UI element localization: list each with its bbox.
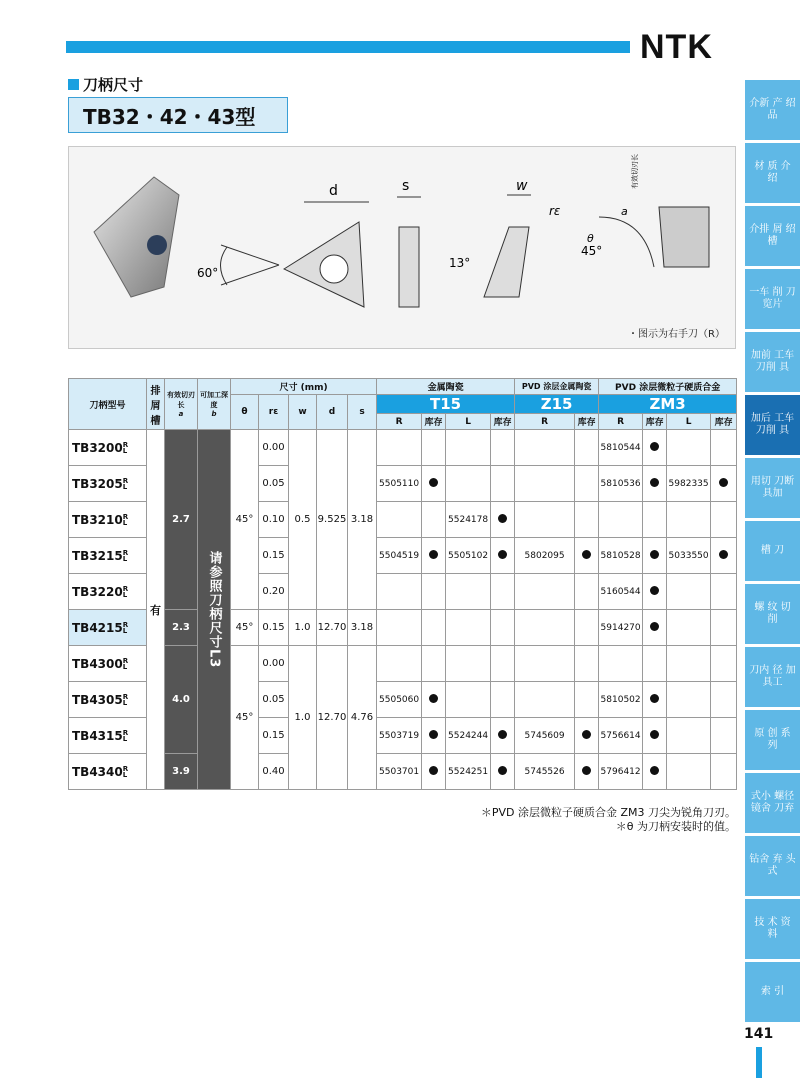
insert-code: TB3220 — [72, 584, 123, 599]
insert-front-hole — [320, 255, 348, 283]
dim-a: a — [621, 205, 628, 218]
zm3-l-stock — [711, 682, 737, 718]
insert-hole — [147, 235, 167, 255]
stock-dot-icon — [650, 694, 659, 703]
rl-mark: R L — [122, 549, 129, 563]
zm3-r-stock — [643, 502, 667, 538]
re-value: 0.15 — [259, 538, 289, 574]
zm3-l-code — [667, 646, 711, 682]
stock-dot-icon — [582, 766, 591, 775]
d-value: 12.70 — [317, 610, 348, 646]
sidebar-item[interactable]: 用切 刀断 具加 — [745, 458, 800, 518]
insert-name — [69, 754, 147, 790]
section-title — [68, 74, 143, 95]
w-value: 0.5 — [289, 430, 317, 610]
h-s: s — [348, 395, 377, 430]
insert-name — [69, 574, 147, 610]
rl-mark: R L — [122, 513, 129, 527]
zm3-l-code — [667, 502, 711, 538]
t15-l-code — [446, 646, 491, 682]
insert-name — [69, 466, 147, 502]
chip-breaker: 有 — [147, 430, 165, 790]
rl-mark: R L — [122, 477, 129, 491]
z15-r-code — [515, 502, 575, 538]
insert-tip — [484, 227, 529, 297]
t15-l-stock — [491, 574, 515, 610]
stock-dot-icon — [498, 550, 507, 559]
zm3-l-code — [667, 682, 711, 718]
z15-r-code: 5745526 — [515, 754, 575, 790]
section-title-text: 刀柄尺寸 — [83, 76, 144, 94]
zm3-r-stock — [643, 466, 667, 502]
insert-name — [69, 682, 147, 718]
rl-mark: R L — [122, 585, 129, 599]
zm3-r-stock — [643, 430, 667, 466]
insert-code: TB3210 — [72, 512, 123, 527]
t15-r-code: 5505110 — [377, 466, 422, 502]
table-row — [69, 646, 737, 682]
stock-dot-icon — [498, 514, 507, 523]
re-value: 0.20 — [259, 574, 289, 610]
insert-code: TB4300 — [72, 656, 123, 671]
insert-diagram — [69, 147, 735, 348]
stock-dot-icon — [719, 550, 728, 559]
t15-l-stock — [491, 502, 515, 538]
t15-r-code: 5504519 — [377, 538, 422, 574]
d-value: 9.525 — [317, 430, 348, 610]
zm3-l-code: 5982335 — [667, 466, 711, 502]
z15-r-stock — [575, 538, 599, 574]
table-row — [69, 754, 737, 790]
zm3-l-code — [667, 610, 711, 646]
insert-name — [69, 646, 147, 682]
zm3-r-code — [599, 646, 643, 682]
insert-name — [69, 430, 147, 466]
h-g1: 金属陶瓷 — [377, 379, 515, 395]
zm3-r-stock — [643, 754, 667, 790]
zm3-l-stock — [711, 502, 737, 538]
re-value: 0.15 — [259, 610, 289, 646]
zm3-l-code — [667, 718, 711, 754]
dim-w: w — [516, 178, 528, 194]
spec-table — [68, 378, 737, 790]
zm3-r-code: 5810536 — [599, 466, 643, 502]
zm3-r-code: 5796412 — [599, 754, 643, 790]
h-g3: PVD 涂层微粒子硬质合金 — [599, 379, 737, 395]
zm3-r-code: 5160544 — [599, 574, 643, 610]
h-zm3: ZM3 — [599, 395, 737, 414]
t15-l-code — [446, 682, 491, 718]
zm3-r-code: 5914270 — [599, 610, 643, 646]
page-number: 141 — [744, 1026, 774, 1042]
insert-figure — [68, 146, 736, 349]
dim-re: rε — [549, 204, 561, 218]
insert-code: TB4340 — [72, 764, 123, 779]
t15-r-code — [377, 646, 422, 682]
zm3-r-stock — [643, 574, 667, 610]
t15-l-stock — [491, 718, 515, 754]
stock-dot-icon — [429, 694, 438, 703]
t15-l-stock — [491, 754, 515, 790]
stock-dot-icon — [650, 586, 659, 595]
s-value: 3.18 — [348, 610, 377, 646]
t15-l-code — [446, 574, 491, 610]
theta: 45° — [231, 610, 259, 646]
z15-r-stock — [575, 430, 599, 466]
h-w: w — [289, 395, 317, 430]
h-t15-r: R — [377, 414, 422, 430]
note-1: ＊PVD 涂层微粒子硬质合金 ZM3 刀尖为锐角刀刃。 — [480, 806, 736, 819]
stock-dot-icon — [650, 442, 659, 451]
stock-dot-icon — [429, 478, 438, 487]
sidebar-item[interactable]: 介新 产 绍品 — [745, 80, 800, 140]
t15-l-code — [446, 466, 491, 502]
zm3-r-code — [599, 502, 643, 538]
rl-mark: R L — [122, 765, 129, 779]
zm3-l-stock — [711, 538, 737, 574]
angle-13: 13° — [449, 256, 471, 270]
table-row — [69, 430, 737, 466]
type-title: TB32・42・43型 — [68, 97, 288, 133]
sidebar-item[interactable]: 式小 螺径 镜舍 刀弃 — [745, 773, 800, 833]
t15-r-stock — [422, 754, 446, 790]
theta-arc — [599, 217, 654, 267]
insert-name — [69, 718, 147, 754]
sidebar-item[interactable]: 钻舍 弃 头式 — [745, 836, 800, 896]
zm3-l-code — [667, 430, 711, 466]
zm3-l-code: 5033550 — [667, 538, 711, 574]
re-value: 0.15 — [259, 718, 289, 754]
h-t15-l: L — [446, 414, 491, 430]
t15-l-code: 5524251 — [446, 754, 491, 790]
stock-dot-icon — [650, 730, 659, 739]
theta: 45° — [231, 430, 259, 610]
h-dim: 尺寸 (mm) — [231, 379, 377, 395]
angle-lines — [221, 245, 279, 285]
zm3-r-code: 5756614 — [599, 718, 643, 754]
t15-r-stock — [422, 430, 446, 466]
t15-r-stock — [422, 610, 446, 646]
insert-name — [69, 502, 147, 538]
re-value: 0.10 — [259, 502, 289, 538]
zm3-l-stock — [711, 430, 737, 466]
z15-r-stock — [575, 754, 599, 790]
h-z15-r: R — [515, 414, 575, 430]
sidebar-item[interactable]: 螺 纹 切 削 — [745, 584, 800, 644]
h-t15-rs: 库存 — [422, 414, 446, 430]
z15-r-code: 5802095 — [515, 538, 575, 574]
depth-value: 请参照刀柄尺寸L3 — [198, 430, 231, 790]
brand-logo: NTK — [640, 28, 713, 66]
stock-dot-icon — [650, 478, 659, 487]
sidebar-item[interactable]: 刀内 径 加 具工 — [745, 647, 800, 707]
zm3-l-stock — [711, 646, 737, 682]
rl-mark: R L — [122, 621, 129, 635]
sidebar-item[interactable]: 加后 工车 刀削 具 — [745, 395, 800, 455]
t15-l-code: 5505102 — [446, 538, 491, 574]
zm3-r-stock — [643, 682, 667, 718]
t15-l-stock — [491, 430, 515, 466]
dim-theta: θ — [587, 232, 594, 245]
stock-dot-icon — [719, 478, 728, 487]
stock-dot-icon — [582, 550, 591, 559]
insert-photo — [94, 177, 179, 297]
sidebar-item[interactable]: 一车 削 刀 览片 — [745, 269, 800, 329]
t15-l-stock — [491, 610, 515, 646]
dim-s: s — [402, 178, 410, 194]
t15-r-code — [377, 430, 422, 466]
h-zm3-rs: 库存 — [643, 414, 667, 430]
t15-l-stock — [491, 682, 515, 718]
sidebar-item[interactable]: 索 引 — [745, 962, 800, 1022]
w-value: 1.0 — [289, 610, 317, 646]
t15-l-stock — [491, 538, 515, 574]
h-g2: PVD 涂层金属陶瓷 — [515, 379, 599, 395]
re-value: 0.05 — [259, 682, 289, 718]
sidebar-item[interactable]: 技 术 资 料 — [745, 899, 800, 959]
zm3-r-code: 5810528 — [599, 538, 643, 574]
z15-r-stock — [575, 718, 599, 754]
insert-code: TB4315 — [72, 728, 123, 743]
z15-r-stock — [575, 682, 599, 718]
header-bar — [66, 41, 630, 53]
sidebar-item[interactable]: 介排 屑 绍槽 — [745, 206, 800, 266]
s-value: 3.18 — [348, 430, 377, 610]
z15-r-stock — [575, 466, 599, 502]
zm3-r-code: 5810502 — [599, 682, 643, 718]
sidebar-item[interactable]: 加前 工车 刀削 具 — [745, 332, 800, 392]
t15-l-code — [446, 610, 491, 646]
h-d: d — [317, 395, 348, 430]
stock-dot-icon — [429, 550, 438, 559]
w-value: 1.0 — [289, 646, 317, 790]
rl-mark: R L — [122, 693, 129, 707]
insert-code: TB3205 — [72, 476, 123, 491]
h-eff: 有效切刃长 a — [165, 379, 198, 430]
t15-l-code — [446, 430, 491, 466]
table-row — [69, 610, 737, 646]
t15-r-stock — [422, 646, 446, 682]
stock-dot-icon — [582, 730, 591, 739]
stock-dot-icon — [650, 622, 659, 631]
angle-60: 60° — [197, 266, 219, 280]
z15-r-stock — [575, 574, 599, 610]
zm3-l-stock — [711, 574, 737, 610]
figure-note: ・图示为右手刀（R） — [628, 329, 725, 340]
h-zm3-ls: 库存 — [711, 414, 737, 430]
t15-r-stock — [422, 502, 446, 538]
h-depth: 可加工深度 b — [198, 379, 231, 430]
z15-r-code — [515, 682, 575, 718]
h-re: rε — [259, 395, 289, 430]
h-t15-ls: 库存 — [491, 414, 515, 430]
insert-code: TB4215 — [72, 620, 123, 635]
eff-length: 2.7 — [165, 430, 198, 610]
h-z15-rs: 库存 — [575, 414, 599, 430]
z15-r-code — [515, 466, 575, 502]
zm3-r-code: 5810544 — [599, 430, 643, 466]
d-value: 12.70 — [317, 646, 348, 790]
sidebar-item[interactable]: 原 创 系 列 — [745, 710, 800, 770]
z15-r-code — [515, 574, 575, 610]
h-t15: T15 — [377, 395, 515, 414]
zm3-r-stock — [643, 610, 667, 646]
t15-r-code — [377, 502, 422, 538]
t15-l-stock — [491, 466, 515, 502]
z15-r-code — [515, 430, 575, 466]
zm3-l-stock — [711, 754, 737, 790]
angle-arc — [221, 247, 228, 285]
eff-length: 2.3 — [165, 610, 198, 646]
angle-45: 45° — [581, 244, 603, 258]
h-z15: Z15 — [515, 395, 599, 414]
t15-r-stock — [422, 718, 446, 754]
h-name: 刀柄型号 — [69, 379, 147, 430]
t15-r-code: 5503719 — [377, 718, 422, 754]
z15-r-stock — [575, 646, 599, 682]
eff-length: 4.0 — [165, 646, 198, 754]
z15-r-stock — [575, 502, 599, 538]
zm3-r-stock — [643, 718, 667, 754]
zm3-r-stock — [643, 538, 667, 574]
stock-dot-icon — [429, 730, 438, 739]
rl-mark: R L — [122, 729, 129, 743]
z15-r-stock — [575, 610, 599, 646]
rl-mark: R L — [122, 657, 129, 671]
t15-l-stock — [491, 646, 515, 682]
sidebar-item[interactable]: 材 质 介 绍 — [745, 143, 800, 203]
re-value: 0.00 — [259, 646, 289, 682]
eff-length: 3.9 — [165, 754, 198, 790]
page-bar — [756, 1047, 762, 1078]
stock-dot-icon — [498, 766, 507, 775]
t15-r-stock — [422, 574, 446, 610]
t15-l-code: 5524178 — [446, 502, 491, 538]
stock-dot-icon — [650, 550, 659, 559]
rl-mark: R L — [122, 441, 129, 455]
s-value: 4.76 — [348, 646, 377, 790]
insert-name — [69, 538, 147, 574]
stock-dot-icon — [498, 730, 507, 739]
t15-r-code: 5505060 — [377, 682, 422, 718]
insert-code: TB3215 — [72, 548, 123, 563]
z15-r-code — [515, 646, 575, 682]
t15-l-code: 5524244 — [446, 718, 491, 754]
t15-r-code: 5503701 — [377, 754, 422, 790]
h-zm3-r: R — [599, 414, 643, 430]
zm3-l-code — [667, 754, 711, 790]
theta: 45° — [231, 646, 259, 790]
h-theta: θ — [231, 395, 259, 430]
zm3-l-stock — [711, 718, 737, 754]
z15-r-code: 5745609 — [515, 718, 575, 754]
insert-code: TB4305 — [72, 692, 123, 707]
footnotes — [440, 806, 736, 834]
re-value: 0.00 — [259, 430, 289, 466]
stock-dot-icon — [650, 766, 659, 775]
holder-view — [659, 207, 709, 267]
t15-r-stock — [422, 538, 446, 574]
z15-r-code — [515, 610, 575, 646]
zm3-l-code — [667, 574, 711, 610]
h-chip: 排屑槽 — [147, 379, 165, 430]
zm3-l-stock — [711, 466, 737, 502]
insert-code: TB3200 — [72, 440, 123, 455]
zm3-l-stock — [711, 610, 737, 646]
insert-side — [399, 227, 419, 307]
stock-dot-icon — [429, 766, 438, 775]
re-value: 0.40 — [259, 754, 289, 790]
zm3-r-stock — [643, 646, 667, 682]
note-2: ＊θ 为刀柄安装时的值。 — [615, 820, 736, 833]
t15-r-code — [377, 574, 422, 610]
t15-r-code — [377, 610, 422, 646]
sidebar-item[interactable]: 槽 刀 — [745, 521, 800, 581]
t15-r-stock — [422, 466, 446, 502]
t15-r-stock — [422, 682, 446, 718]
insert-name — [69, 610, 147, 646]
dim-d: d — [329, 183, 338, 199]
re-value: 0.05 — [259, 466, 289, 502]
sidebar — [745, 80, 800, 1025]
h-zm3-l: L — [667, 414, 711, 430]
square-bullet-icon — [68, 79, 79, 90]
label-effective-edge: 有效切刃长 — [631, 154, 639, 189]
